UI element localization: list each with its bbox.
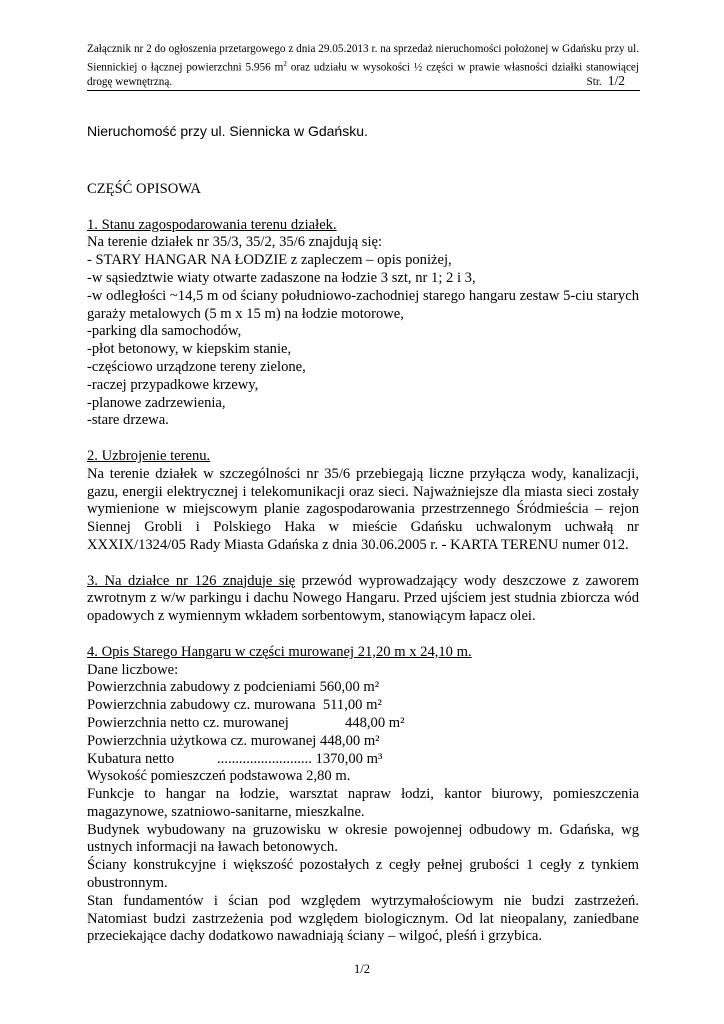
- header-page-indicator: [586, 74, 625, 90]
- section2-heading: 2. Uzbrojenie terenu.: [87, 447, 211, 464]
- section1-item: -planowe zadrzewienia,: [87, 394, 226, 411]
- data-row: [87, 679, 639, 697]
- page-header: [87, 42, 639, 89]
- data-row-dots: ..........................: [217, 750, 312, 767]
- data-row: [87, 751, 639, 769]
- data-row-value: 560,00 m²: [319, 679, 380, 696]
- section4-paragraph: Funkcje to hangar na łodzie, warsztat napraw łodzi, kantor biurowy, pomieszczenia magazynowe, szatniowo-sanitarne, mieszkalne.: [87, 786, 639, 820]
- section1-item: -stare drzewa.: [87, 412, 169, 429]
- section4-paragraph: Ściany konstrukcyjne i większość pozostałych z cegły pełnej grubości 1 cegły z tynkiem obustronnym.: [87, 857, 639, 892]
- section1-item: -częściowo urządzone tereny zielone,: [87, 358, 306, 375]
- header-divider: [87, 90, 640, 91]
- section2-text: Na terenie działek w szczególności nr 35/6 przebiegają liczne przyłącza wody, kanalizacji, gazu, energii elektrycznej i telekomunikacji oraz sieci. Najważniejsze dla miasta sieci zostały wymienione w miejscowym planie zagospodarowania przestrzennego Śródmieścia – rejon Siennej Grobli i Polskiego Haka w mieście Gdańsku uchwalonym uchwałą nr XXXIX/1324/05 Rady Miasta Gdańska z dnia 30.06.2005 r. - KARTA TERENU numer 012.: [87, 465, 639, 553]
- data-row-label: Powierzchnia zabudowy cz. murowana: [87, 697, 316, 714]
- header-text-cont: oraz udziału w wysokości ½ części w prawie własności działki stanowiącej drogę wewnętrzną.: [87, 61, 639, 88]
- section3-heading: 3. Na działce nr 126 znajduje się: [87, 572, 296, 589]
- data-row-label: Powierzchnia użytkowa cz. murowanej: [87, 732, 317, 749]
- data-row-value: 511,00 m²: [322, 697, 382, 714]
- data-row-label: Kubatura netto: [87, 750, 175, 767]
- header-page-label: Str.: [586, 75, 602, 88]
- data-row-value: 448,00 m²: [320, 732, 380, 749]
- part-heading: CZĘŚĆ OPISOWA: [87, 181, 201, 197]
- section1-item: -raczej przypadkowe krzewy,: [87, 376, 259, 393]
- section1-item: -w sąsiedztwie wiaty otwarte zadaszone na łodzie 3 szt, nr 1; 2 i 3,: [87, 269, 476, 286]
- document-title: Nieruchomość przy ul. Siennicka w Gdańsku.: [87, 123, 368, 139]
- section3-text: przewód wyprowadzający wody deszczowe z zaworem zwrotnym z w/w parkingu i dachu Nowego Hangaru. Przed ujściem jest studnia zbiorcza wód opadowych z wymiennym wkładem sorbentowym, stanowiącym łapacz olei.: [87, 572, 639, 625]
- header-page-number: 1/2: [607, 72, 625, 88]
- section1-intro: Na terenie działek nr 35/3, 35/2, 35/6 znajdują się:: [87, 234, 383, 251]
- page-footer-number: 1/2: [354, 962, 370, 976]
- section4-paragraph: Budynek wybudowany na gruzowisku w okresie powojennej odbudowy m. Gdańska, wg ustnych informacji na ławach betonowych.: [87, 821, 639, 856]
- header-text: Załącznik nr 2 do ogłoszenia przetargowego z dnia 29.05.2013 r. na sprzedaż nieruchomości położonej w Gdańsku przy ul. Siennickiej o łącznej powierzchni 5.956 m: [87, 43, 639, 74]
- data-row: [87, 733, 639, 751]
- height-line: Wysokość pomieszczeń podstawowa 2,80 m.: [87, 768, 351, 785]
- section4-data-label: Dane liczbowe:: [87, 661, 179, 678]
- document-body: [87, 181, 639, 946]
- section3-paragraph: [87, 573, 639, 626]
- section1-item: - STARY HANGAR NA ŁODZIE z zapleczem – opis poniżej,: [87, 252, 452, 269]
- header-superscript: 2: [283, 59, 287, 68]
- section1-item: -płot betonowy, w kiepskim stanie,: [87, 341, 292, 358]
- data-row-value: 1370,00 m³: [315, 750, 383, 767]
- data-row-value: 448,00 m²: [345, 714, 405, 731]
- section4-heading: 4. Opis Starego Hangaru w części murowanej 21,20 m x 24,10 m.: [87, 643, 472, 660]
- data-row-label: Powierzchnia netto cz. murowanej: [87, 714, 289, 731]
- data-row: [87, 697, 639, 715]
- section1-item: -w odległości ~14,5 m od ściany południowo-zachodniej starego hangaru zestaw 5-ciu starych garaży metalowych (5 m x 15 m) na łodzie motorowe,: [87, 287, 639, 322]
- data-row-label: Powierzchnia zabudowy z podcieniami: [87, 679, 316, 696]
- section1-heading: 1. Stanu zagospodarowania terenu działek.: [87, 216, 337, 233]
- section4-paragraph: Stan fundamentów i ścian pod względem wytrzymałościowym nie budzi zastrzeżeń. Natomiast budzi zastrzeżenia pod względem biologicznym. Od lat nieopalany, zaniedbane przeciekające dachy dodatkowo nawadniają ściany – wilgoć, pleśń i grzybica.: [87, 892, 639, 945]
- data-row: [87, 715, 639, 733]
- section1-item: -parking dla samochodów,: [87, 323, 242, 340]
